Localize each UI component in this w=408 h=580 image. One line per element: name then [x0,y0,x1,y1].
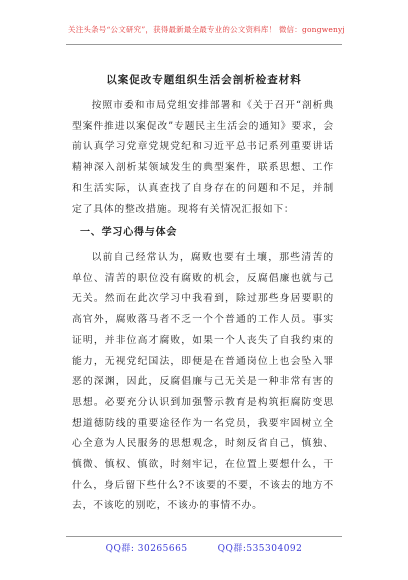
header-banner: 关注头条号“公文研究”，获得最新最全最专业的公文资料库！ 微信：gongwenyj [68,25,345,34]
section-paragraph-learning: 以前自己经常认为，腐败也要有土壤，那些清苦的单位、清苦的职位没有腐败的机会，反腐倡廉也就与己无关。然而在此次学习中我看到，除过那些身居要职的高官外，腐败落马者不乏一个个普通的工作人员。事实证明，并非位高才腐败，如果一个人丧失了自我约束的能力，无视党纪国法，即便是在普通岗位上也会坠入罪恶的深渊，因此，反腐倡廉与己无关是一种非常有害的思想。必要充分认识到加强警示教育是构筑拒腐防变思想道德防线的重要途径作为一名党员，我要牢固树立全心全意为人民服务的思想观念，时刻反省自己，慎独、慎微、慎权、慎欲，时刻牢记，在位置上要想什么，干什么，身后留下些什么?不该要的不要，不该去的地方不去，不该吃的别吃，不该办的事情不办。 [72,252,334,512]
document-title: 以案促改专题组织生活会剖析检查材料 [106,74,302,86]
section-heading-learning: 一、学习心得与体会 [80,227,178,238]
footer-divider [66,536,342,537]
intro-paragraph: 按照市委和市局党组安排部署和《关于召开“剖析典型案件推进以案促改”专题民主生活会的通知》要求，会前认真学习党章党规党纪和习近平总书记系列重要讲话精神深入剖析某领域发生的典型案件，联系思想、工作和生活实际，认真查找了自身存在的问题和不足，并制定了具体的整改措施。现将有关情况汇报如下： [72,100,334,215]
footer-contact [0,541,408,554]
header-divider [66,44,342,45]
footer-qq-group-1: QQ群: 30265665 [105,544,188,554]
footer-qq-group-2: QQ群:535304092 [217,544,303,554]
